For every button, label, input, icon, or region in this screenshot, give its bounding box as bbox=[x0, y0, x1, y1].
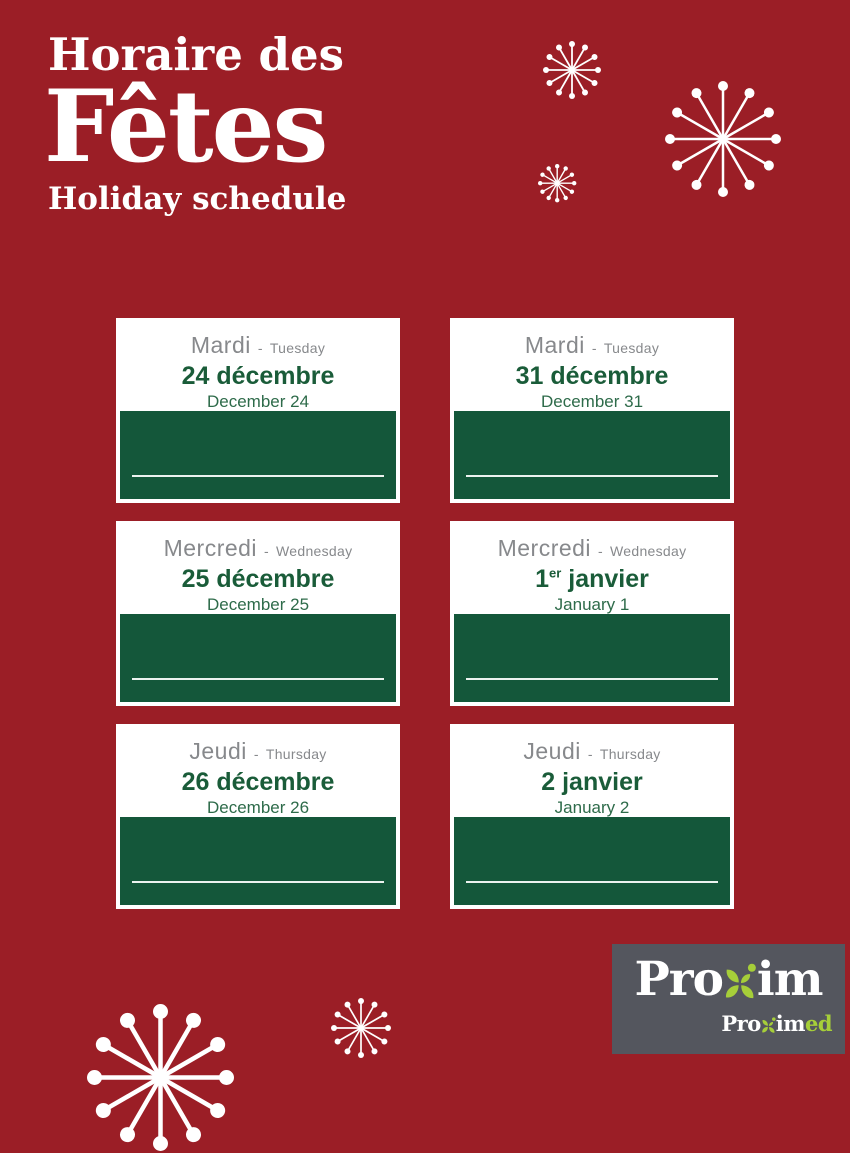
day-name-french: Mardi bbox=[190, 332, 251, 358]
date-french-main: 24 décembre bbox=[181, 362, 335, 390]
day-name-french: Jeudi bbox=[523, 738, 581, 764]
day-separator: - bbox=[598, 543, 604, 559]
day-separator: - bbox=[591, 340, 597, 356]
snowflake-icon bbox=[536, 162, 578, 204]
brand-post: im bbox=[756, 952, 823, 1007]
schedule-card bbox=[116, 318, 400, 503]
date-english: December 31 bbox=[540, 392, 644, 411]
day-name-english: Thursday bbox=[599, 746, 661, 762]
hours-write-line bbox=[466, 678, 718, 680]
date-french bbox=[116, 362, 400, 391]
day-name-french: Mardi bbox=[524, 332, 585, 358]
date-english: December 24 bbox=[206, 392, 310, 411]
day-label bbox=[116, 521, 400, 562]
date-french-main: 25 décembre bbox=[181, 565, 335, 593]
snowflake-icon bbox=[663, 79, 783, 199]
hours-write-line bbox=[466, 475, 718, 477]
date-french-rest: janvier bbox=[561, 565, 649, 593]
proximed-sub-wordmark bbox=[721, 1011, 832, 1036]
snowflake-icon bbox=[541, 39, 603, 101]
hours-write-line bbox=[132, 881, 384, 883]
day-separator: - bbox=[264, 543, 270, 559]
sub-brand-suffix: ed bbox=[804, 1011, 832, 1036]
day-name-english: Tuesday bbox=[269, 340, 326, 356]
day-name-french: Mercredi bbox=[163, 535, 258, 561]
hours-panel bbox=[120, 411, 396, 499]
date-french-main: 26 décembre bbox=[181, 768, 335, 796]
title-english-subtitle: Holiday schedule bbox=[48, 181, 347, 218]
date-french bbox=[116, 565, 400, 594]
schedule-card bbox=[450, 318, 734, 503]
date-english: January 1 bbox=[554, 595, 630, 614]
date-english: January 2 bbox=[554, 798, 630, 817]
schedule-card bbox=[450, 724, 734, 909]
day-name-english: Wednesday bbox=[610, 543, 687, 559]
hours-write-line bbox=[132, 475, 384, 477]
day-name-english: Thursday bbox=[265, 746, 327, 762]
schedule-card bbox=[116, 724, 400, 909]
poster-title-block bbox=[44, 28, 347, 219]
schedule-card bbox=[116, 521, 400, 706]
hours-panel bbox=[454, 411, 730, 499]
title-french-line1: Horaire des bbox=[48, 28, 344, 81]
date-french-main: 31 décembre bbox=[515, 362, 669, 390]
day-name-french: Jeudi bbox=[189, 738, 247, 764]
day-label bbox=[116, 318, 400, 359]
hours-write-line bbox=[466, 881, 718, 883]
proxim-flower-icon bbox=[721, 961, 759, 1003]
day-label bbox=[450, 521, 734, 562]
hours-write-line bbox=[132, 678, 384, 680]
day-separator: - bbox=[257, 340, 263, 356]
sub-brand-pre: Pro bbox=[721, 1011, 761, 1036]
day-separator: - bbox=[253, 746, 259, 762]
day-label bbox=[450, 318, 734, 359]
hours-panel bbox=[454, 817, 730, 905]
day-name-french: Mercredi bbox=[497, 535, 592, 561]
sub-brand-mid: im bbox=[775, 1011, 805, 1036]
date-french-main: 2 janvier bbox=[541, 768, 643, 796]
hours-panel bbox=[454, 614, 730, 702]
proxim-flower-icon bbox=[760, 1016, 777, 1035]
day-name-english: Tuesday bbox=[603, 340, 660, 356]
day-name-english: Wednesday bbox=[276, 543, 353, 559]
snowflake-icon bbox=[329, 996, 393, 1060]
hours-panel bbox=[120, 614, 396, 702]
proxim-logo-box bbox=[612, 944, 845, 1054]
day-label bbox=[116, 724, 400, 765]
day-label bbox=[450, 724, 734, 765]
day-separator: - bbox=[587, 746, 593, 762]
date-french bbox=[450, 362, 734, 391]
date-french bbox=[116, 768, 400, 797]
date-french bbox=[450, 768, 734, 797]
date-english: December 26 bbox=[206, 798, 310, 817]
date-french bbox=[450, 565, 734, 594]
snowflake-icon bbox=[85, 1002, 236, 1153]
brand-pre: Pro bbox=[634, 952, 723, 1007]
schedule-grid bbox=[116, 318, 734, 909]
title-french-line2: Fêtes bbox=[44, 69, 327, 186]
date-french-main: 1 bbox=[535, 565, 550, 593]
date-french-ordinal: er bbox=[549, 565, 562, 581]
proxim-wordmark bbox=[612, 952, 845, 1007]
hours-panel bbox=[120, 817, 396, 905]
schedule-card bbox=[450, 521, 734, 706]
date-english: December 25 bbox=[206, 595, 310, 614]
